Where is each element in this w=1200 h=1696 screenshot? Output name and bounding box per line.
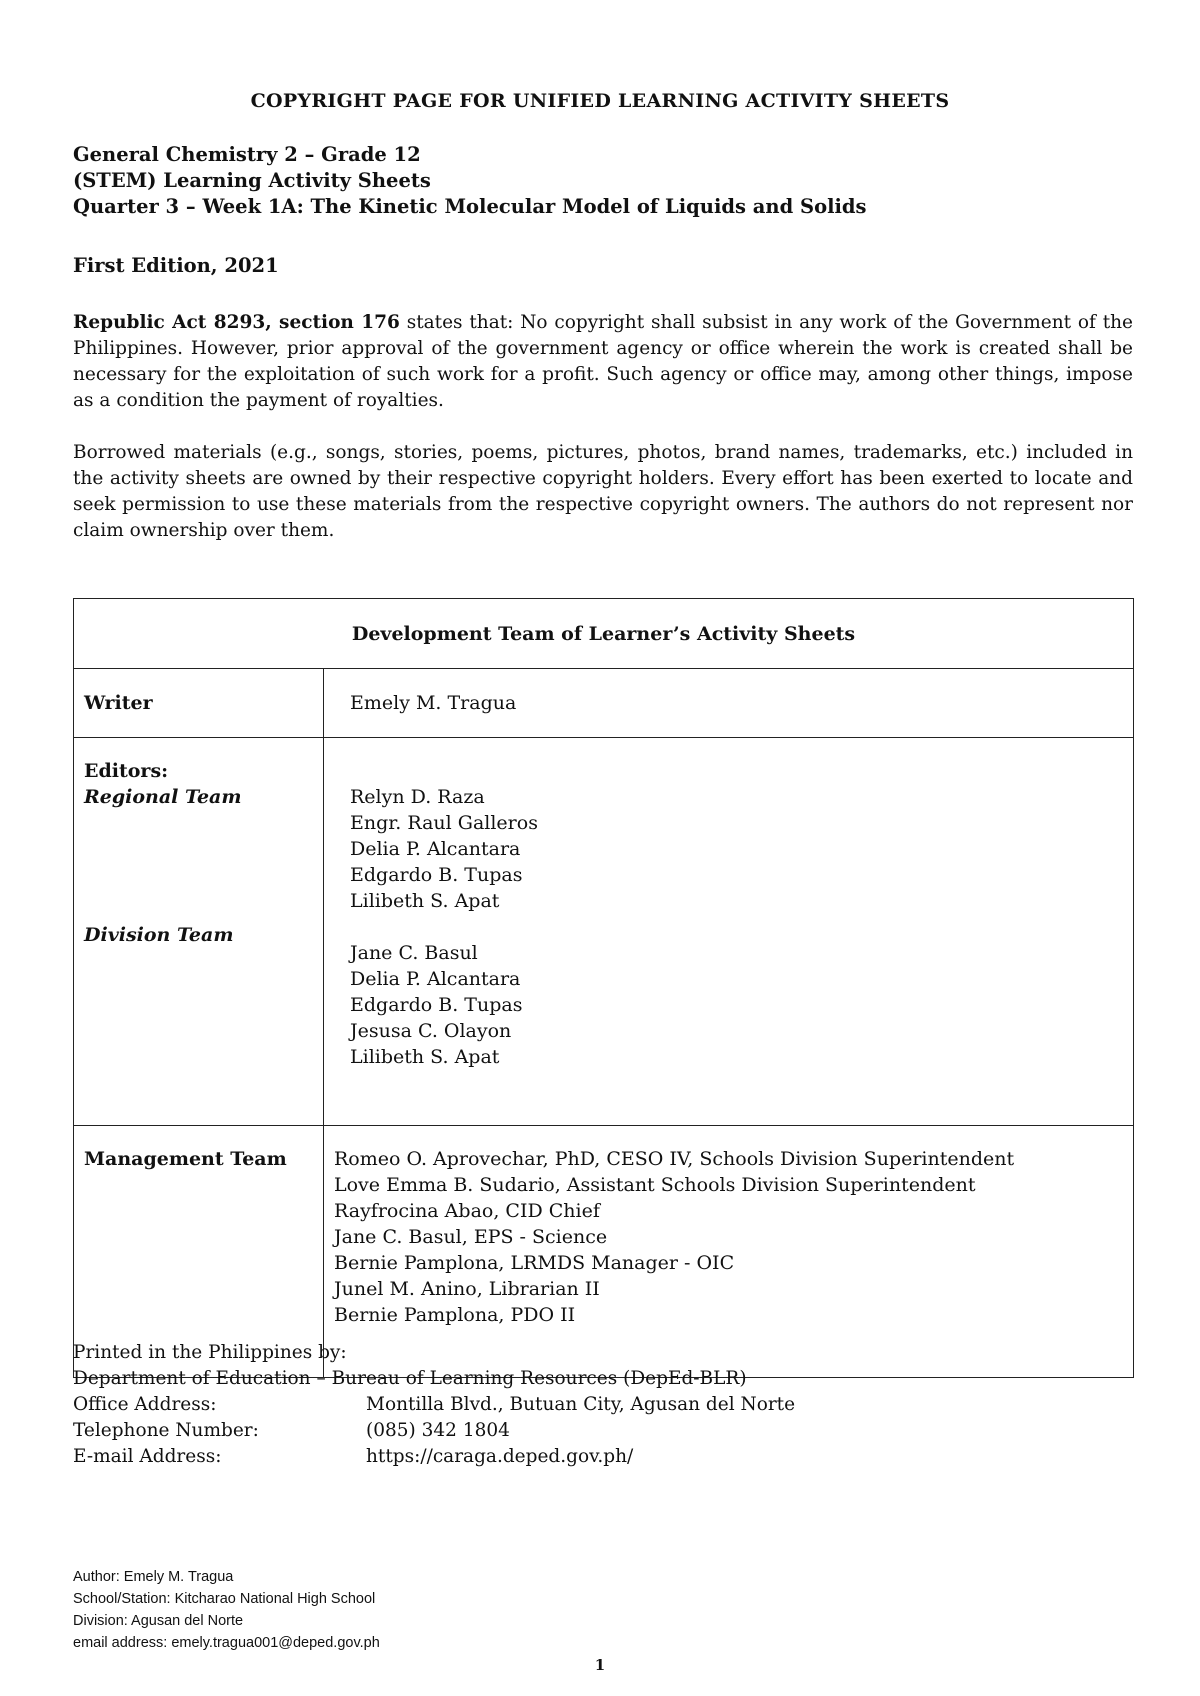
regional-name: Relyn D. Raza xyxy=(350,786,485,808)
law-reference: Republic Act 8293, section 176 xyxy=(73,312,400,333)
regional-name: Lilibeth S. Apat xyxy=(350,890,500,912)
email-label: E-mail Address: xyxy=(73,1446,222,1467)
program-line: (STEM) Learning Activity Sheets xyxy=(73,169,431,192)
office-address-row xyxy=(73,1392,795,1418)
table-heading: Development Team of Learner’s Activity Sheets xyxy=(74,599,1134,669)
edition-line: First Edition, 2021 xyxy=(73,254,279,277)
regional-name: Engr. Raul Galleros xyxy=(350,812,538,834)
borrowed-materials-paragraph: Borrowed materials (e.g., songs, stories, poems, pictures, photos, brand names, trademarks, etc.) included in the activity sheets are owned by their respective copyright holders. Every effort has been exerted to locate and seek permission to use these materials from the respective copyright owners. The authors do not represent nor claim ownership over them. xyxy=(73,442,1133,541)
editors-label: Editors: xyxy=(84,760,169,782)
division-name: Edgardo B. Tupas xyxy=(350,994,523,1016)
telephone-label: Telephone Number: xyxy=(73,1420,259,1441)
author-line: Author: Emely M. Tragua xyxy=(73,1569,234,1585)
office-address-value: Montilla Blvd., Butuan City, Agusan del Norte xyxy=(366,1394,796,1415)
management-name: Bernie Pamplona, PDO II xyxy=(334,1304,576,1326)
development-team-table xyxy=(73,598,1134,1378)
management-name: Love Emma B. Sudario, Assistant Schools Division Superintendent xyxy=(334,1174,976,1196)
regional-team-label: Regional Team xyxy=(84,786,242,808)
division-line: Division: Agusan del Norte xyxy=(73,1613,244,1629)
email-value: https://caraga.deped.gov.ph/ xyxy=(366,1446,634,1467)
editors-label-cell xyxy=(74,738,324,1126)
copyright-paragraph xyxy=(73,310,1133,414)
management-name: Romeo O. Aprovechar, PhD, CESO IV, Schools Division Superintendent xyxy=(334,1148,1015,1170)
subject-line: General Chemistry 2 – Grade 12 xyxy=(73,143,421,166)
law-text: states that: No copyright shall subsist in any work of the Government of the Philippines. However, prior approval of the government agency or office wherein the work is created shall be necessary for the exploitation of such work for a profit. Such agency or office may, among other things, impose as a condition the payment of royalties. xyxy=(73,312,1134,411)
document-title-block xyxy=(73,142,867,220)
publisher-line: Department of Education – Bureau of Learning Resources (DepEd-BLR) xyxy=(73,1368,747,1389)
quarter-week-line: Quarter 3 – Week 1A: The Kinetic Molecular Model of Liquids and Solids xyxy=(73,195,867,218)
office-address-label: Office Address: xyxy=(73,1394,217,1415)
regional-name: Delia P. Alcantara xyxy=(350,838,521,860)
management-name: Junel M. Anino, Librarian II xyxy=(334,1278,600,1300)
printed-line: Printed in the Philippines by: xyxy=(73,1342,347,1363)
division-name: Delia P. Alcantara xyxy=(350,968,521,990)
telephone-row xyxy=(73,1418,795,1444)
page-number: 1 xyxy=(594,1656,606,1674)
regional-name: Edgardo B. Tupas xyxy=(350,864,523,886)
writer-name: Emely M. Tragua xyxy=(324,669,1134,738)
email-row xyxy=(73,1444,795,1470)
division-name: Jane C. Basul xyxy=(350,942,478,964)
school-line: School/Station: Kitcharao National High School xyxy=(73,1591,376,1607)
management-name: Bernie Pamplona, LRMDS Manager - OIC xyxy=(334,1252,735,1274)
management-name: Jane C. Basul, EPS - Science xyxy=(334,1226,608,1248)
division-name: Lilibeth S. Apat xyxy=(350,1046,500,1068)
division-name: Jesusa C. Olayon xyxy=(350,1020,512,1042)
author-info-block xyxy=(73,1566,380,1654)
telephone-value: (085) 342 1804 xyxy=(366,1420,510,1441)
author-email-line: email address: emely.tragua001@deped.gov.ph xyxy=(73,1635,380,1651)
division-team-label: Division Team xyxy=(84,924,234,946)
management-label: Management Team xyxy=(74,1126,324,1378)
page-title: COPYRIGHT PAGE FOR UNIFIED LEARNING ACTIVITY SHEETS xyxy=(250,90,950,112)
writer-label: Writer xyxy=(74,669,324,738)
management-name: Rayfrocina Abao, CID Chief xyxy=(334,1200,600,1222)
printed-by-block xyxy=(73,1340,795,1470)
editors-names-cell xyxy=(324,738,1134,1126)
